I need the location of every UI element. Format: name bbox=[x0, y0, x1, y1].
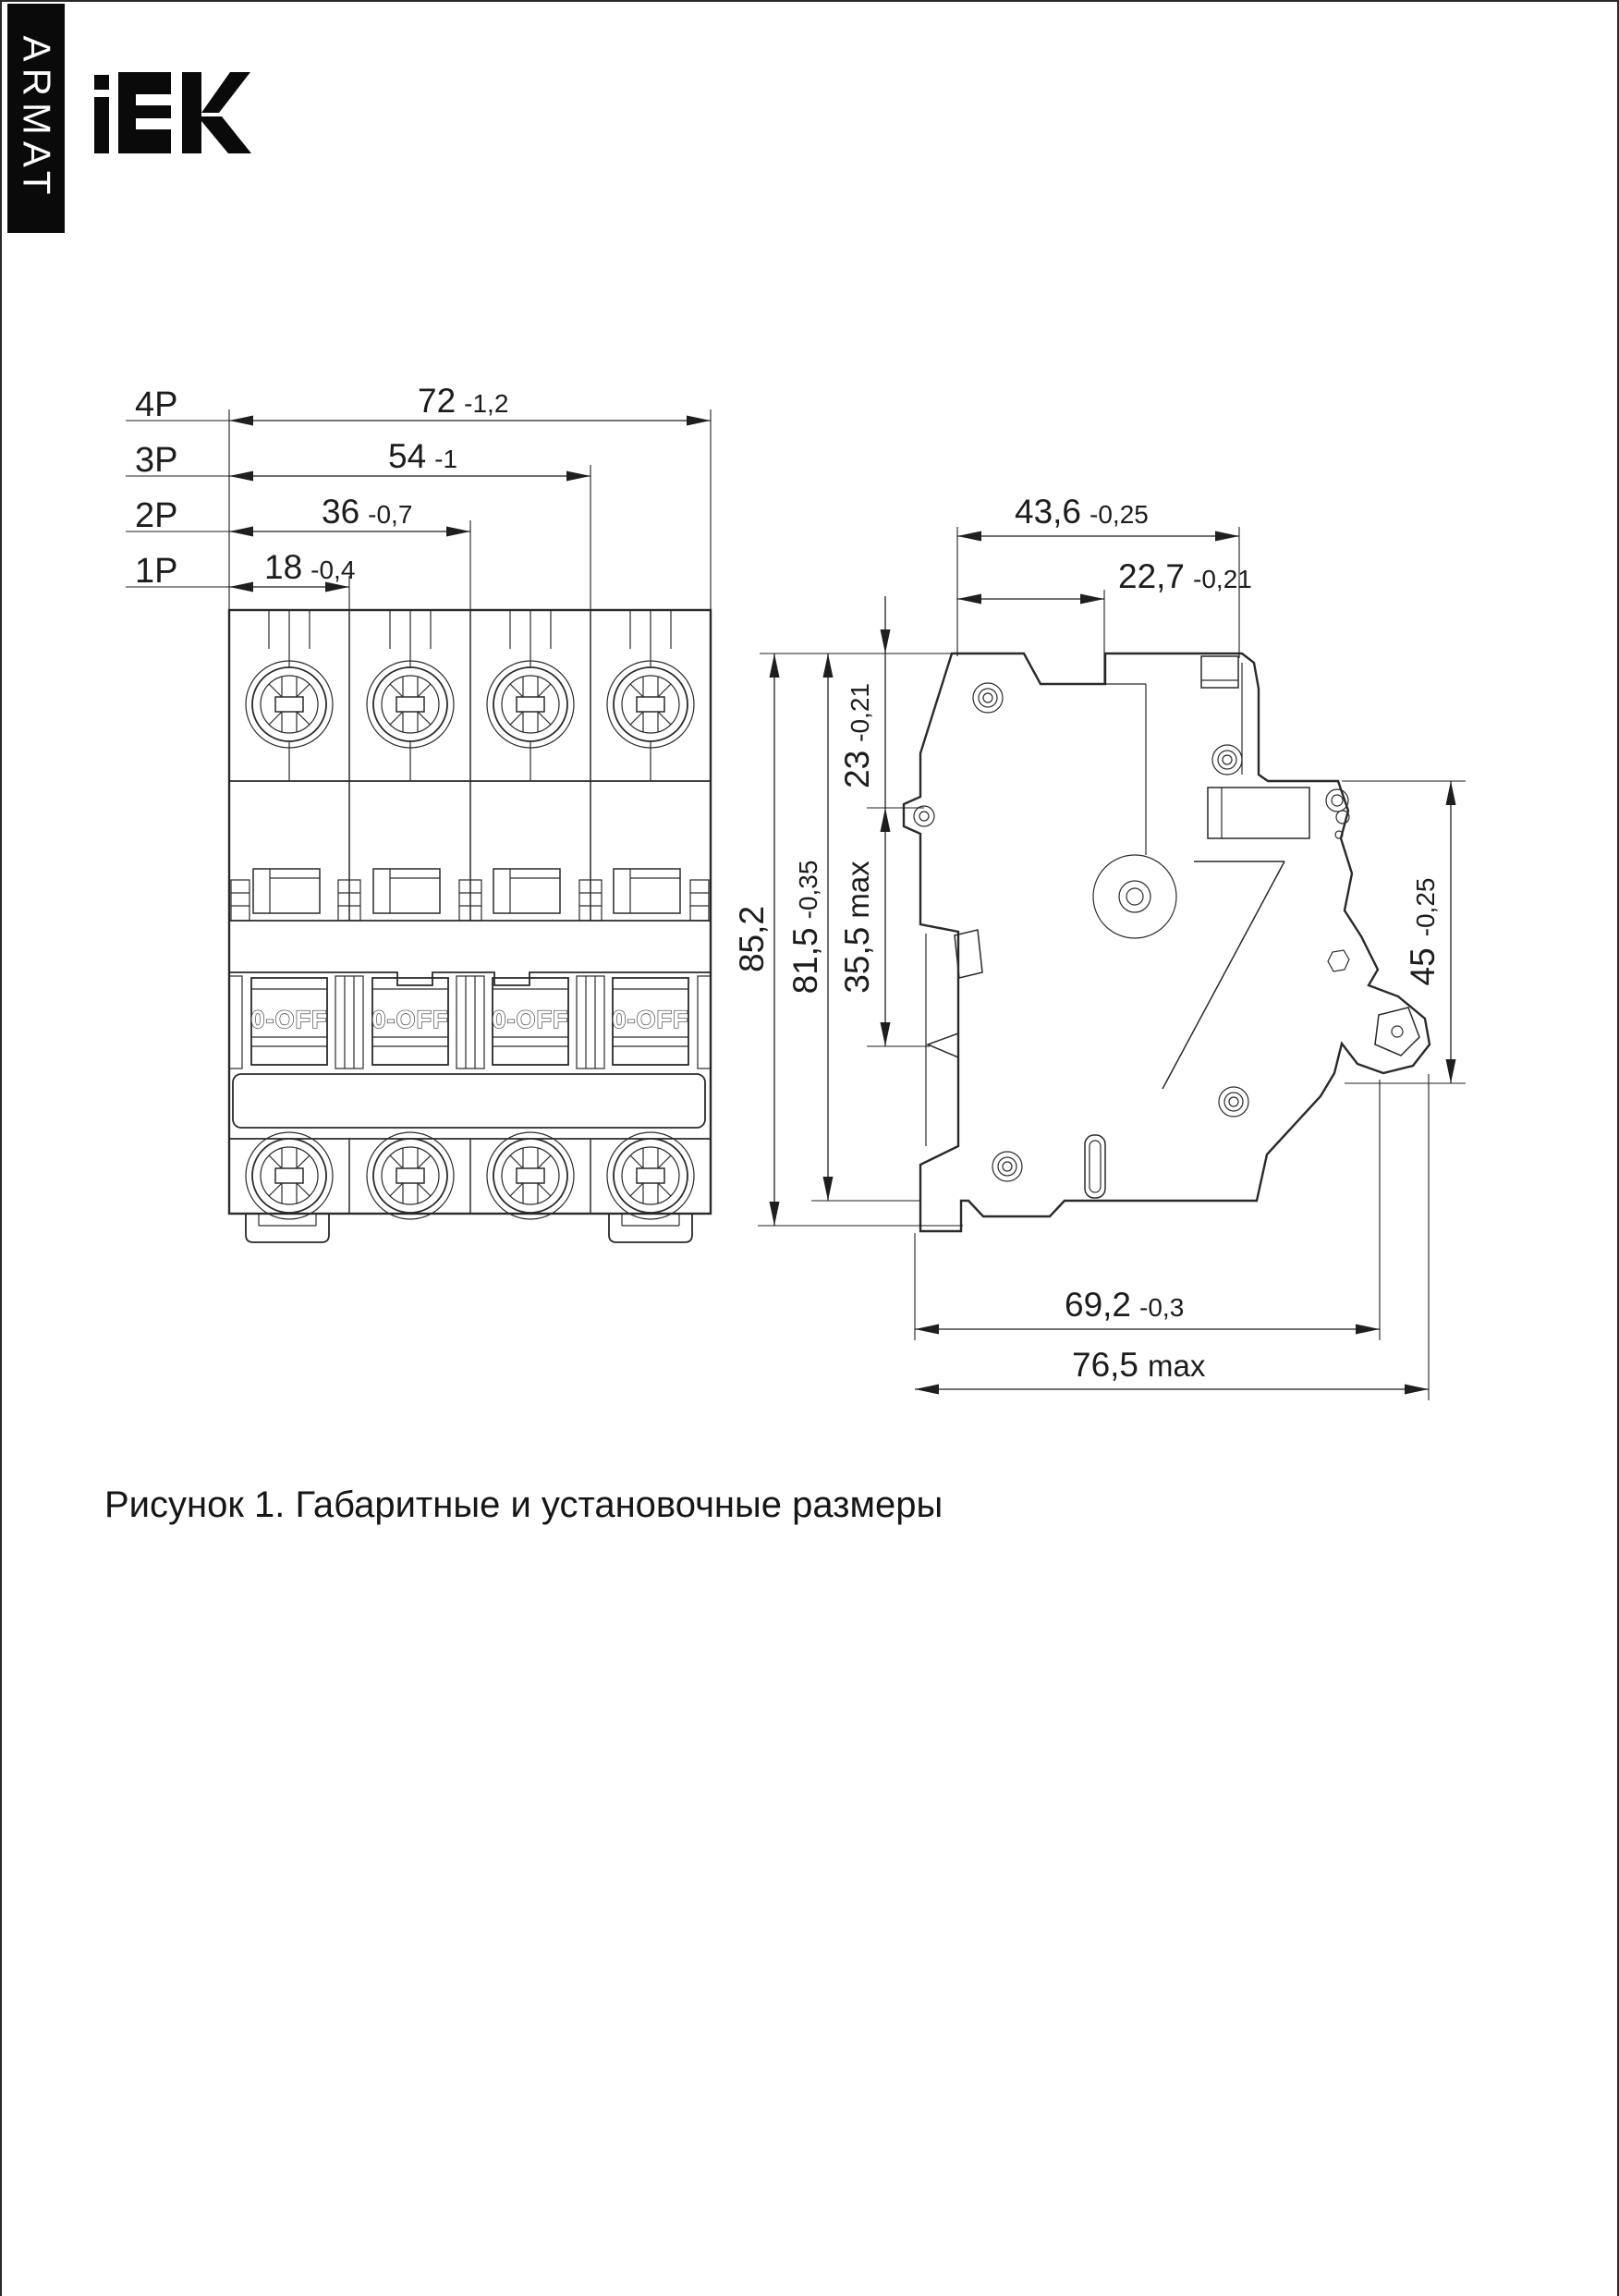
handle-row bbox=[229, 976, 711, 1128]
terminal-screw bbox=[487, 1132, 574, 1219]
dim-width-4p: 72 -1,2 bbox=[418, 382, 509, 420]
side-view-dimensions bbox=[733, 493, 1466, 1400]
pole-label-1p: 1P bbox=[135, 552, 178, 591]
pole-label-2p: 2P bbox=[135, 496, 178, 535]
pole-label-3p: 3P bbox=[135, 441, 178, 480]
toggle-handle[interactable] bbox=[372, 978, 449, 1065]
handle-state-label: 0-OFF bbox=[250, 1006, 328, 1033]
dim-side-height-body: 81,5-0,35 bbox=[786, 860, 824, 995]
handle-state-label: 0-OFF bbox=[612, 1006, 689, 1033]
terminal-screw bbox=[246, 1132, 333, 1219]
din-mount-tabs bbox=[246, 1214, 692, 1242]
terminal-screw bbox=[607, 1132, 694, 1219]
dim-side-depth-body: 69,2 -0,3 bbox=[1065, 1286, 1185, 1324]
terminal-screw bbox=[607, 610, 694, 781]
toggle-handle[interactable] bbox=[493, 978, 569, 1065]
pole-label-4p: 4P bbox=[135, 385, 178, 424]
toggle-handle[interactable] bbox=[613, 978, 689, 1065]
toggle-handle[interactable] bbox=[251, 978, 328, 1065]
dim-side-width-front: 22,7 -0,21 bbox=[1118, 557, 1252, 595]
front-view-drawing bbox=[126, 382, 711, 1242]
dim-side-height-total: 85,2 bbox=[733, 905, 771, 973]
dim-side-front-height: 45-0,25 bbox=[1404, 877, 1442, 986]
handle-state-label: 0-OFF bbox=[371, 1006, 449, 1033]
terminal-screw bbox=[487, 610, 574, 781]
series-label: ARMAT bbox=[15, 35, 59, 202]
dim-side-width-total: 43,6 -0,25 bbox=[1015, 493, 1149, 531]
handle-tie-bar[interactable] bbox=[233, 1074, 705, 1128]
terminal-screw bbox=[367, 1132, 454, 1219]
terminal-screw bbox=[367, 610, 454, 781]
dim-width-3p: 54 -1 bbox=[388, 437, 458, 475]
terminal-screw bbox=[246, 610, 333, 781]
dim-width-2p: 36 -0,7 bbox=[322, 493, 413, 531]
breaker-side-body bbox=[904, 653, 1430, 1231]
side-view-drawing bbox=[733, 493, 1466, 1400]
dim-width-1p: 18 -0,4 bbox=[264, 548, 356, 586]
rivets bbox=[973, 683, 1348, 1181]
side-body-details bbox=[914, 656, 1419, 1198]
dim-side-top-to-rail: 23-0,21 bbox=[838, 683, 876, 788]
figure-caption: Рисунок 1. Габаритные и установочные размеры bbox=[104, 1484, 943, 1525]
handle-state-label: 0-OFF bbox=[492, 1006, 569, 1033]
dim-side-rail-zone: 35,5max bbox=[838, 861, 876, 994]
dim-side-depth-max: 76,5 max bbox=[1072, 1346, 1206, 1384]
